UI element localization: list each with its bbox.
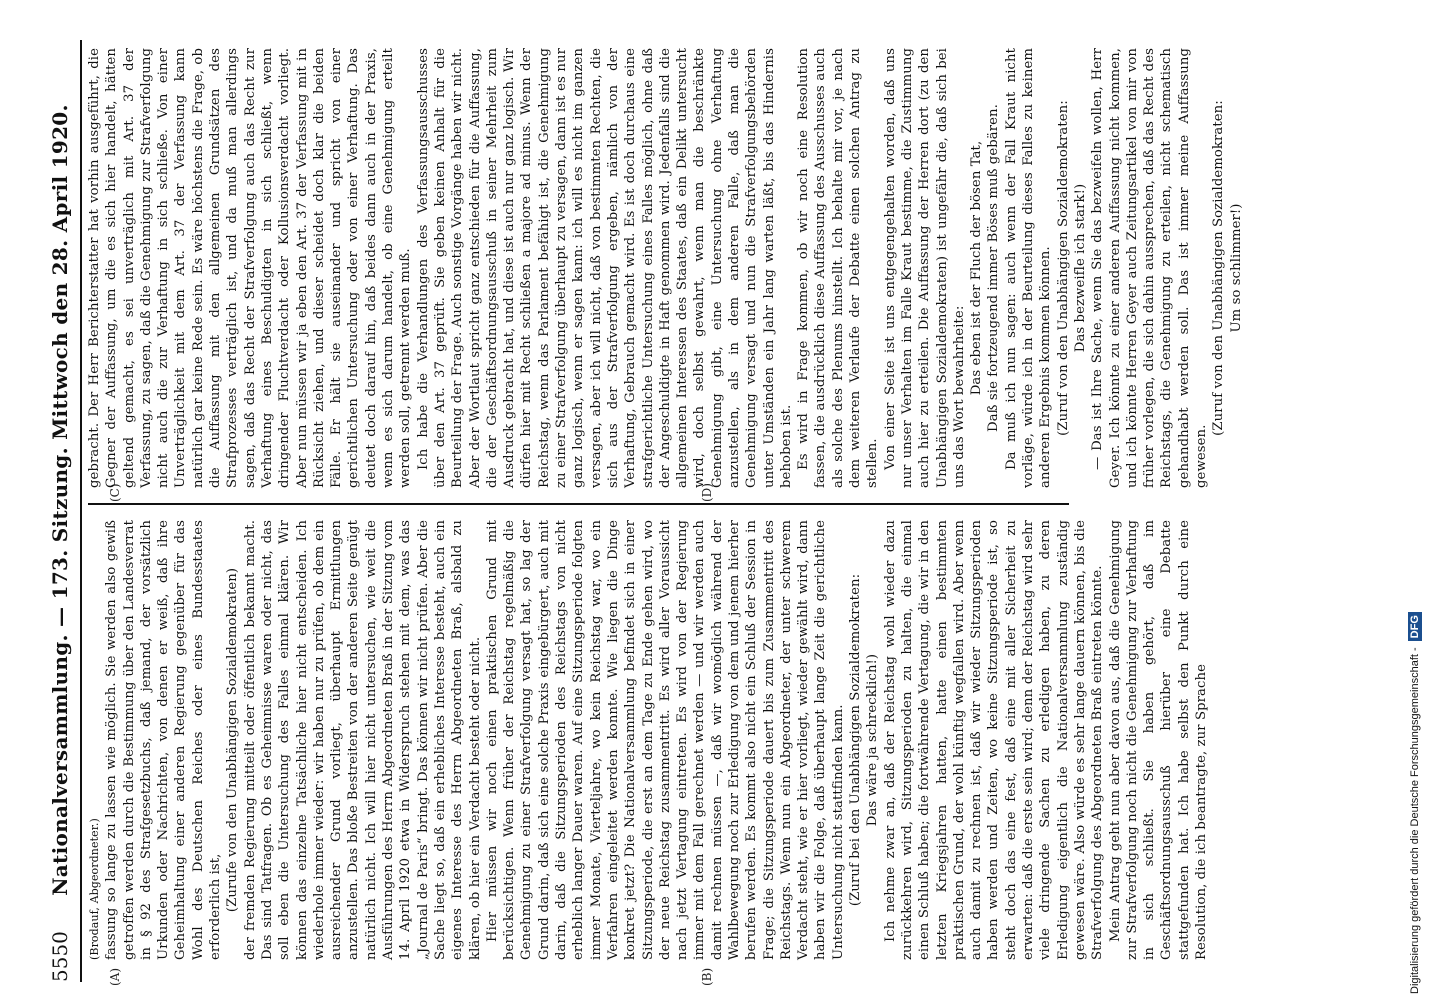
interjection: (Zurufe von den Unabhängigen Sozialdemokraten) <box>225 567 241 913</box>
paragraph: fassung so lange zu lassen wie möglich. Sie werden also gewiß getroffen werden durch die Bestimmung über den Landesverrat in § 92 des Strafgesetzbuchs, daß jemand, der vorsätzlich Urkunden oder Nachrichten, von denen er weiß, daß ihre Geheimhaltung einer anderen Regierung gegenüber für das Wohl des Deutschen Reiches oder eines Bundesstaates erforderlich ist, <box>104 520 224 960</box>
paragraph: Ich nehme zwar an, daß der Reichstag wohl wieder dazu zurückkehren wird, Sitzungsperioden zu halten, die einmal einen Schluß haben; die fortwährende Vertagung, die wir in den letzten Kriegsjahren hatten, hatte einen bestimmten praktischen Grund, der wohl künftig wegfallen wird. Aber wenn auch damit zu rechnen ist, daß wir wieder Sitzungsperioden haben werden und Zeiten, wo keine Sitzungsperiode ist, so steht doch das eine fest, daß eine mit aller Sicherheit zu erwarten: daß die erste sein wird; denn der Reichstag wird sehr viele dringende Sachen zu erledigen haben, zu deren Erledigung eigentlich die Nationalversammlung zuständig gewesen wäre. Also würde es sehr lange dauern können, bis die Strafverfolgung des Abgeordneten Braß eintreten könnte. <box>882 520 1106 960</box>
interjection: (Zuruf von den Unabhängigen Sozialdemokraten: <box>1211 100 1227 436</box>
page-title: Nationalversammlung. — 173. Sitzung. Mittwoch den 28. April 1920. <box>48 104 72 896</box>
paragraph: Hier müssen wir noch einen praktischen Grund mit berücksichtigen. Wenn früher der Reichstag regelmäßig die Genehmigung zu einer Strafverfolgung versagt hat, so lag der Grund darin, daß sich eine solche Praxis eingebürgert, auch mit darin, daß die Sitzungsperioden des Reichstags von nicht erheblich langer Dauer waren. Auf eine Sitzungsperiode folgten immer Monate, Vierteljahre, wo kein Reichstag war, wo ein Verfahren eingeleitet werden konnte. Wie liegen die Dinge konkret jetzt? Die Nationalversammlung befindet sich in einer Sitzungsperiode, die erst an dem Tage zu Ende gehen wird, wo der neue Reichstag zusammentritt. Es wird aller Voraussicht nach jetzt Vertagung eintreten. Es wird von der Regierung immer mit dem Fall gerechnet werden — und wir werden auch damit rechnen müssen —, daß wir womöglich während der Wahlbewegung noch zur Erledigung von dem und jenem hierher berufen werden. Es kommt also nicht ein Schluß der Session in Frage; die Sitzungsperiode dauert bis zum Zusammentritt des Reichstags. Wenn nun ein Abgeordneter, der unter schwerem Verdacht steht, wie er hier vorliegt, wieder gewählt wird, dann haben wir die Folge, daß überhaupt lange Zeit die gerichtliche Untersuchung nicht stattfinden kann. <box>484 520 846 960</box>
column-divider <box>88 503 1069 505</box>
margin-mark-c: (C) <box>108 483 122 502</box>
dfg-logo: DFG <box>1408 612 1422 641</box>
paragraph: Mein Antrag geht nun aber davon aus, daß die Genehmigung zur Strafverfolgung noch nicht die Genehmigung zur Verhaftung in sich schließt. Sie haben gehört, daß im Geschäftsordnungsausschuß hierüber eine Debatte stattgefunden hat. Ich habe selbst den Punkt durch eine Resolution, die ich beantragte, zur Sprache <box>1107 520 1209 960</box>
paragraph: der fremden Regierung mitteilt oder öffentlich bekannt macht. Das sind Tatfragen. Ob es Geheimnisse waren oder nicht, das soll eben die Untersuchung des Falles einmal klären. Wir können das einzelne Tatsächliche hier nicht entscheiden. Ich wiederhole immer wieder: wir haben nur zu prüfen, ob dem ein ausreichender Grund vorliegt, überhaupt Ermittlungen anzustellen. Das bloße Bestreiten von der anderen Seite genügt natürlich nicht. Ich will hier nicht untersuchen, wie weit die Ausführungen des Herrn Abgeordneten Braß in der Sitzung vom 14. April 1920 etwa in Widerspruch stehen mit dem, was das „Journal de Paris“ bringt. Das können wir nicht prüfen. Aber die Sache liegt so, daß ein erhebliches Interesse besteht, auch ein eigenes Interesse des Herrn Abgeordneten Braß, alsbald zu klären, ob hier ein Verdacht besteht oder nicht. <box>242 520 483 960</box>
paragraph: gebracht. Der Herr Berichterstatter hat vorhin ausgeführt, die Gegner der Auffassung, um die es sich hier handelt, hätten geltend gemacht, es sei unverträglich mit Art. 37 der Verfassung, zu sagen, daß die Genehmigung zur Strafverfolgung nicht auch die zur Verhaftung in sich schließe. Von einer Unverträglichkeit mit dem Art. 37 der Verfassung kann natürlich gar keine Rede sein. Es wäre höchstens die Frage, ob die Auffassung mit den allgemeinen Grundsätzen des Strafprozesses verträglich ist, und da muß man allerdings sagen, daß das Recht der Strafverfolgung auch das Recht zur Verhaftung eines Beschuldigten in sich schließt, wenn dringender Fluchtverdacht oder Kollusionsverdacht vorliegt. Aber nun müssen wir ja eben den Art. 37 der Verfassung mit in Rücksicht ziehen, und dieser scheidet doch klar die beiden Fälle. Er hält sie auseinander und spricht von einer gerichtlichen Untersuchung oder von einer Verhaftung. Das deutet doch darauf hin, daß beides dann auch in der Praxis, wenn es sich darum handelt, ob eine Genehmigung erteilt werden soll, getrennt werden muß. <box>87 48 414 488</box>
paragraph: Es wird in Frage kommen, ob wir noch eine Resolution fassen, die ausdrücklich diese Auffassung des Ausschusses auch als solche des Plenums hinstellt. Ich behalte mir vor, je nach dem weiteren Verlaufe der Debatte einen solchen Antrag zu stellen. <box>796 48 881 488</box>
margin-mark-a: (A) <box>108 967 122 986</box>
interjection: (Zuruf bei den Unabhängigen Sozialdemokraten: <box>848 573 864 907</box>
paragraph: Da muß ich nun sagen: auch wenn der Fall Kraut nicht vorläge, würde ich in der Beurteilung dieses Falles zu keinem anderen Ergebnis kommen können. <box>1003 48 1054 488</box>
right-column <box>86 48 1245 488</box>
interjection: Das wäre ja schrecklich!) <box>865 653 881 827</box>
speaker-line: (Brodauf, Abgeordneter.) <box>88 818 101 960</box>
page-header <box>48 0 84 1000</box>
left-column <box>86 520 1210 960</box>
paragraph: Ich habe die Verhandlungen des Verfassungsausschusses über den Art. 37 geprüft. Sie geben keinen Anhalt für die Beurteilung der Frage. Auch sonstige Vorgänge haben wir nicht. Aber der Wortlaut spricht ganz entschieden für die Auffassung, die der Geschäftsordnungsausschuß in seiner Mehrheit zum Ausdruck gebracht hat, und diese ist auch nur ganz logisch. Wir dürfen hier mit Recht schließen a majore ad minus. Wenn der Reichstag, wenn das Parlament befähigt ist, die Genehmigung zu einer Strafverfolgung überhaupt zu versagen, dann ist es nur ganz logisch, wenn er sagen kann: ich will es nicht im ganzen versagen, aber ich will nicht, daß von bestimmten Rechten, die sich aus der Strafverfolgung ergeben, nämlich von der Verhaftung, Gebrauch gemacht wird. Es ist doch durchaus eine strafgerichtliche Untersuchung eines Falles möglich, ohne daß der Angeschuldigte in Haft genommen wird. Jedenfalls sind die allgemeinen Interessen des Staates, daß ein Delikt untersucht wird, doch selbst gewahrt, wenn man die beschränkte Genehmigung gibt, eine Untersuchung ohne Verhaftung anzustellen, als in dem anderen Falle, daß man die Genehmigung versagt und nun die Strafverfolgungsbehörden unter Umständen ein Jahr lang warten läßt, bis das Hindernis behoben ist. <box>415 48 794 488</box>
interjection: Um so schlimmer!) <box>1228 203 1244 333</box>
interjection: (Zuruf von den Unabhängigen Sozialdemokraten: <box>1055 100 1071 436</box>
credit-text: Digitalisierung gefördert durch die Deutsche Forschungsgemeinschaft - <box>1409 647 1421 994</box>
paragraph: Von einer Seite ist uns entgegengehalten worden, daß uns nur unser Verhalten im Falle Kraut bestimme, die Zustimmung auch hier zu erteilen. Die Auffassung der Herren dort (zu den Unabhängigen Sozialdemokraten) ist ungefähr die, daß sich bei uns das Wort bewahrheite: <box>882 48 967 488</box>
funding-credit <box>1405 8 1425 994</box>
quote-line: Das eben ist der Fluch der bösen Tat, <box>969 140 985 396</box>
header-rule <box>80 40 82 982</box>
page-number: 5550 <box>48 931 72 982</box>
margin-mark-b: (B) <box>700 967 714 986</box>
quote-line: Daß sie fortzeugend immer Böses muß gebären. <box>986 104 1002 432</box>
interjection: Das bezweifle ich stark!) <box>1072 183 1088 353</box>
margin-mark-d: (D) <box>700 483 714 502</box>
paragraph: — Das ist Ihre Sache, wenn Sie das bezweifeln wollen, Herr Geyer. Ich könnte zu einer anderen Auffassung nicht kommen, und ich könnte Herren Geyer auch Zeitungsartikel von mir von früher vorlegen, die sich dahin aussprechen, daß das Recht des Reichstags, die Genehmigung zu erteilen, nicht schematisch gehandhabt werden soll. Das ist immer meine Auffassung gewesen. <box>1090 48 1209 488</box>
